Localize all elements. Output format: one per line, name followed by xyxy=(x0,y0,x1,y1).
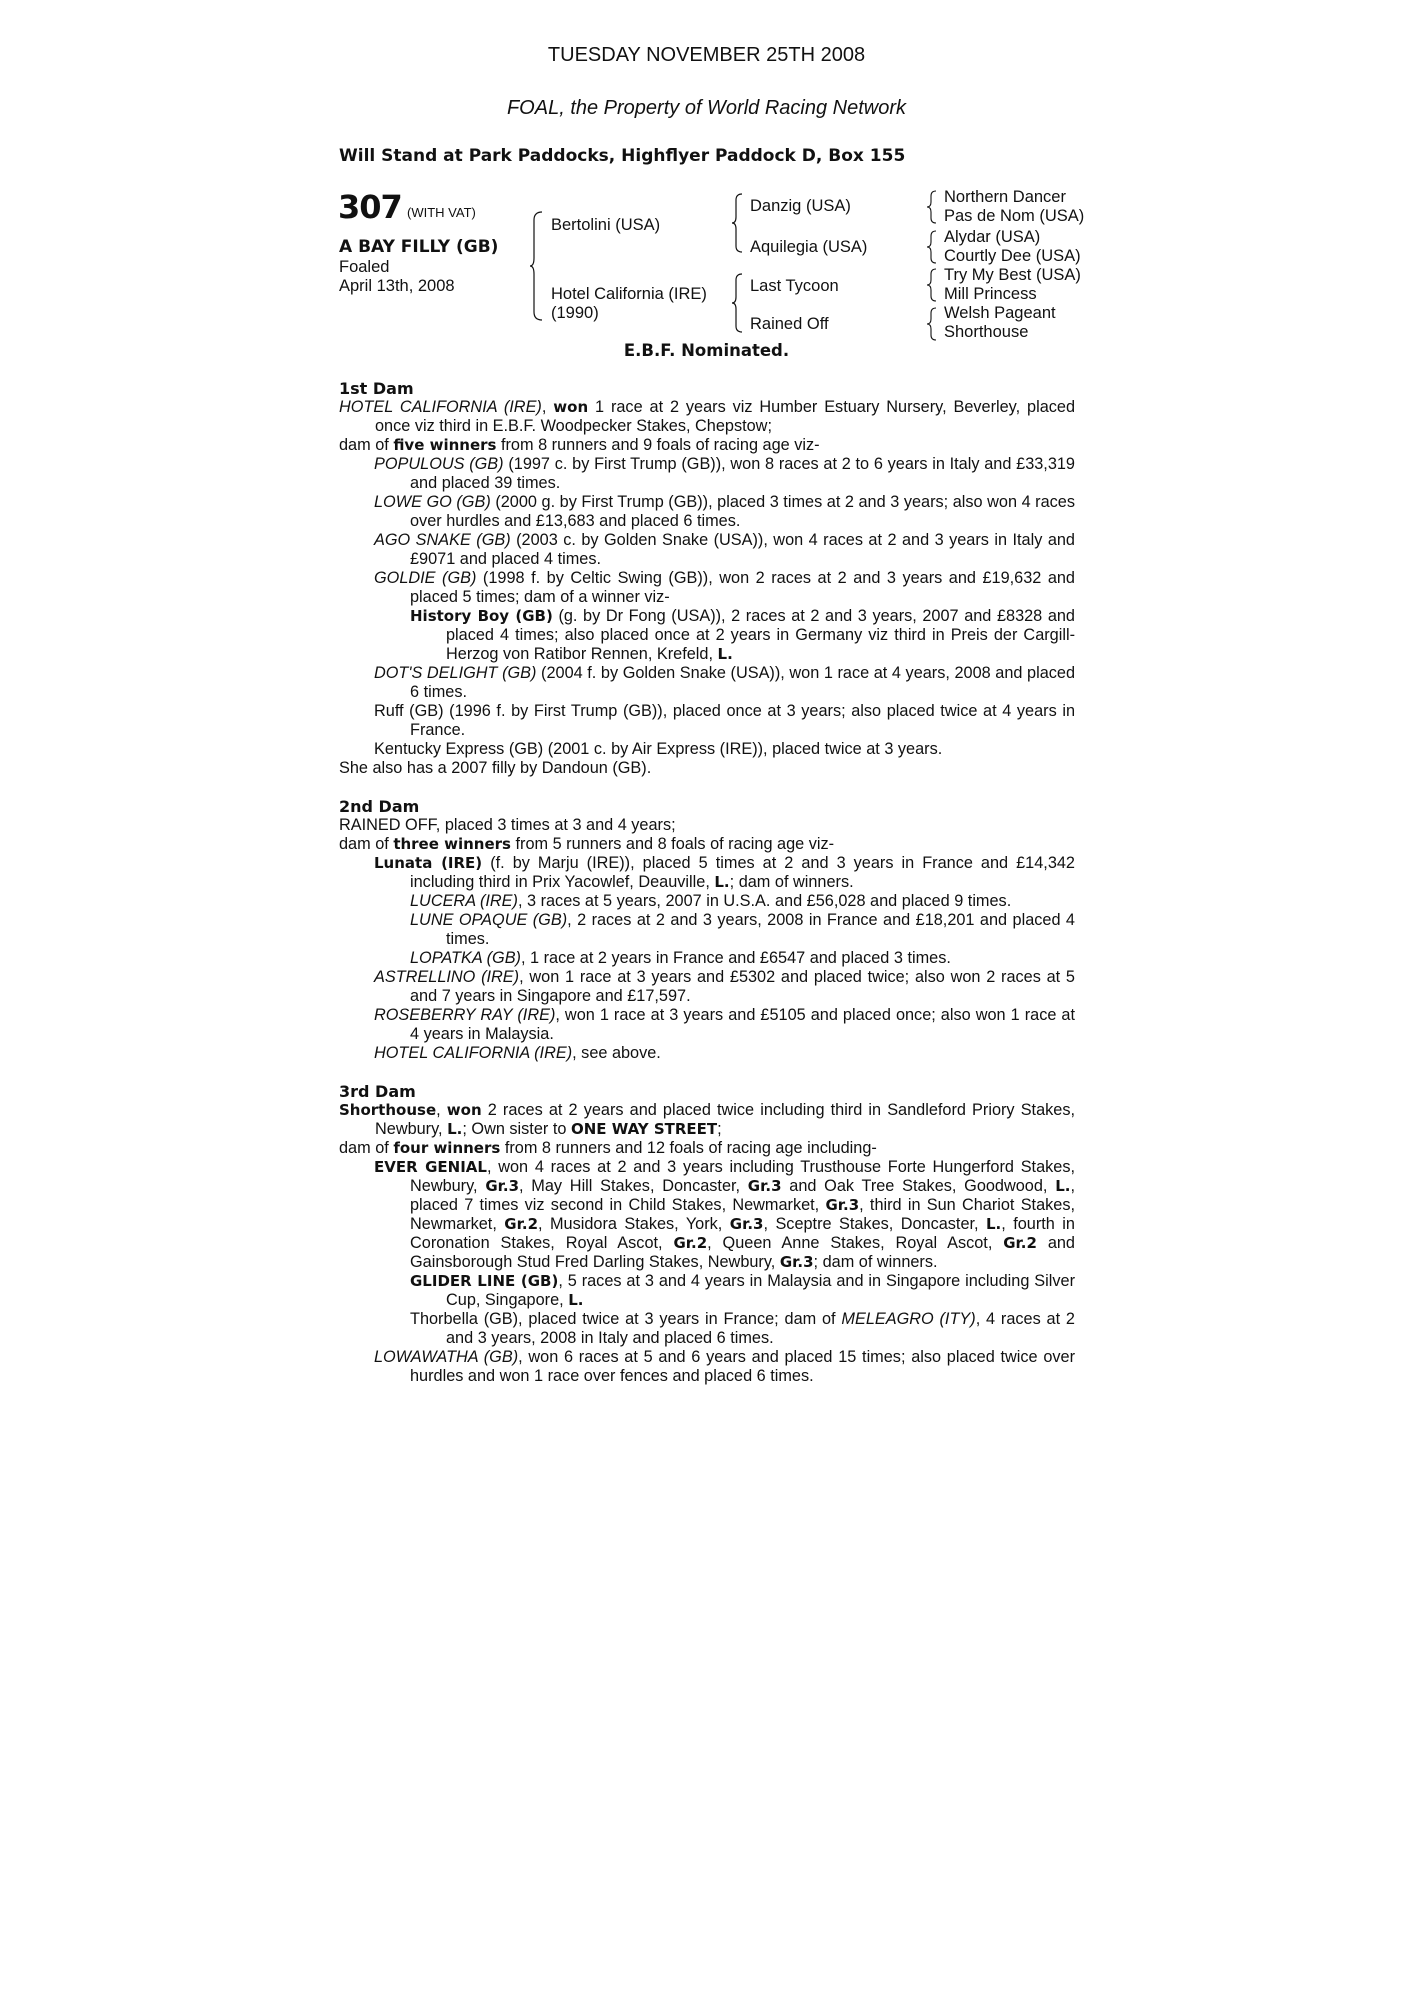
pedigree-g3-5: Try My Best (USA) xyxy=(944,266,1081,284)
produce-entry: Kentucky Express (GB) (2001 c. by Air Express (IRE)), placed twice at 3 years. xyxy=(374,740,943,758)
pedigree-brace-sire xyxy=(732,192,746,254)
pedigree-brace-sire-dam xyxy=(530,210,546,322)
lot-description: A BAY FILLY (GB) xyxy=(339,237,499,257)
produce-entry: POPULOUS (GB) (1997 c. by First Trump (GB)), won 8 races at 2 to 6 years in Italy and £33,319 and placed 39 times. xyxy=(374,455,1075,492)
vat-note: (WITH VAT) xyxy=(407,205,476,220)
sale-date: TUESDAY NOVEMBER 25TH 2008 xyxy=(547,44,866,66)
pedigree-brace-danzig xyxy=(927,189,939,225)
pedigree-dam: Hotel California (IRE) xyxy=(551,285,707,303)
pedigree-brace-last-tycoon xyxy=(927,267,939,303)
third-dam-heading: 3rd Dam xyxy=(339,1082,416,1101)
stand-location: Will Stand at Park Paddocks, Highflyer Paddock D, Box 155 xyxy=(339,146,906,166)
third-dam-record: Shorthouse, won 2 races at 2 years and placed twice including third in Sandleford Priory Stakes, Newbury, L.; Own sister to ONE WAY STREET; xyxy=(339,1101,1075,1138)
ebf-nominated: E.B.F. Nominated. xyxy=(623,341,790,360)
first-dam-heading: 1st Dam xyxy=(339,379,414,398)
second-dam-record: RAINED OFF, placed 3 times at 3 and 4 years; xyxy=(339,816,676,834)
produce-entry: LUNE OPAQUE (GB), 2 races at 2 and 3 years, 2008 in France and £18,201 and placed 4 times. xyxy=(410,911,1075,948)
pedigree-dam-dam: Rained Off xyxy=(750,315,829,333)
pedigree-g3-6: Mill Princess xyxy=(944,285,1037,303)
lot-number: 307 xyxy=(338,188,402,226)
produce-entry: LOPATKA (GB), 1 race at 2 years in France and £6547 and placed 3 times. xyxy=(410,949,951,967)
produce-entry: DOT'S DELIGHT (GB) (2004 f. by Golden Snake (USA)), won 1 race at 4 years, 2008 and placed 6 times. xyxy=(374,664,1076,701)
pedigree-g3-7: Welsh Pageant xyxy=(944,304,1056,322)
pedigree-dam-sire: Last Tycoon xyxy=(750,277,839,295)
produce-entry: ASTRELLINO (IRE), won 1 race at 3 years and £5302 and placed twice; also won 2 races at 5 and 7 years in Singapore and £17,597. xyxy=(374,968,1075,1005)
third-dam-produce-summary: dam of four winners from 8 runners and 12 foals of racing age including- xyxy=(339,1139,877,1157)
owner-line: FOAL, the Property of World Racing Network xyxy=(506,97,907,119)
produce-entry: AGO SNAKE (GB) (2003 c. by Golden Snake (USA)), won 4 races at 2 and 3 years in Italy and £9071 and placed 4 times. xyxy=(374,531,1075,568)
pedigree-brace-aquilegia xyxy=(927,229,939,265)
pedigree-sire-dam: Aquilegia (USA) xyxy=(750,238,868,256)
foaled-date: April 13th, 2008 xyxy=(339,277,455,295)
foaled-label: Foaled xyxy=(339,258,390,276)
second-dam-produce-summary: dam of three winners from 5 runners and 8 foals of racing age viz- xyxy=(339,835,835,853)
pedigree-sire-sire: Danzig (USA) xyxy=(750,197,851,215)
pedigree-brace-dam xyxy=(732,272,746,334)
produce-entry: GLIDER LINE (GB), 5 races at 3 and 4 years in Malaysia and in Singapore including Silver Cup, Singapore, L. xyxy=(410,1272,1075,1309)
pedigree-g3-3: Alydar (USA) xyxy=(944,228,1041,246)
pedigree-dam-year: (1990) xyxy=(551,304,599,322)
pedigree-g3-1: Northern Dancer xyxy=(944,188,1066,206)
produce-entry: History Boy (GB) (g. by Dr Fong (USA)), 2 races at 2 and 3 years, 2007 and £8328 and placed 4 times; also placed once at 2 years in Germany viz third in Preis der Cargill-Herzog von Ratibor Rennen, Krefeld, L. xyxy=(410,607,1075,663)
produce-entry: Thorbella (GB), placed twice at 3 years in France; dam of MELEAGRO (ITY), 4 races at 2 and 3 years, 2008 in Italy and placed 6 times. xyxy=(410,1310,1075,1347)
first-dam-record: HOTEL CALIFORNIA (IRE), won 1 race at 2 years viz Humber Estuary Nursery, Beverley, placed once viz third in E.B.F. Woodpecker Stakes, Chepstow; xyxy=(339,398,1076,435)
produce-entry: Lunata (IRE) (f. by Marju (IRE)), placed 5 times at 2 and 3 years in France and £14,342 including third in Prix Yacowlef, Deauville, L.; dam of winners. xyxy=(374,854,1075,891)
catalogue-body xyxy=(339,379,1075,1386)
pedigree-sire: Bertolini (USA) xyxy=(551,216,661,234)
second-dam-heading: 2nd Dam xyxy=(339,797,420,816)
pedigree-g3-4: Courtly Dee (USA) xyxy=(944,247,1081,265)
produce-note: She also has a 2007 filly by Dandoun (GB). xyxy=(339,759,652,777)
first-dam-produce-summary: dam of five winners from 8 runners and 9 foals of racing age viz- xyxy=(339,436,820,454)
produce-entry: GOLDIE (GB) (1998 f. by Celtic Swing (GB)), won 2 races at 2 and 3 years and £19,632 and placed 5 times; dam of a winner viz- xyxy=(374,569,1075,606)
pedigree-brace-rained-off xyxy=(927,306,939,342)
produce-entry: ROSEBERRY RAY (IRE), won 1 race at 3 years and £5105 and placed once; also won 1 race at 4 years in Malaysia. xyxy=(374,1006,1075,1043)
produce-entry: LOWAWATHA (GB), won 6 races at 5 and 6 years and placed 15 times; also placed twice over hurdles and won 1 race over fences and placed 6 times. xyxy=(374,1348,1075,1385)
produce-entry: EVER GENIAL, won 4 races at 2 and 3 years including Trusthouse Forte Hungerford Stakes, Newbury, Gr.3, May Hill Stakes, Doncaster, Gr.3 and Oak Tree Stakes, Goodwood, L., placed 7 times viz second in Child Stakes, Newmarket, Gr.3, third in Sun Chariot Stakes, Newmarket, Gr.2, Musidora Stakes, York, Gr.3, Sceptre Stakes, Doncaster, L., fourth in Coronation Stakes, Royal Ascot, Gr.2, Queen Anne Stakes, Royal Ascot, Gr.2 and Gainsborough Stud Fred Darling Stakes, Newbury, Gr.3; dam of winners. xyxy=(374,1158,1075,1271)
pedigree-g3-2: Pas de Nom (USA) xyxy=(944,207,1085,225)
produce-entry: LUCERA (IRE), 3 races at 5 years, 2007 in U.S.A. and £56,028 and placed 9 times. xyxy=(410,892,1012,910)
produce-entry: Ruff (GB) (1996 f. by First Trump (GB)), placed once at 3 years; also placed twice at 4 years in France. xyxy=(374,702,1075,739)
produce-entry: HOTEL CALIFORNIA (IRE), see above. xyxy=(374,1044,661,1062)
produce-entry: LOWE GO (GB) (2000 g. by First Trump (GB)), placed 3 times at 2 and 3 years; also won 4 races over hurdles and £13,683 and placed 6 times. xyxy=(374,493,1075,530)
pedigree-g3-8: Shorthouse xyxy=(944,323,1029,341)
